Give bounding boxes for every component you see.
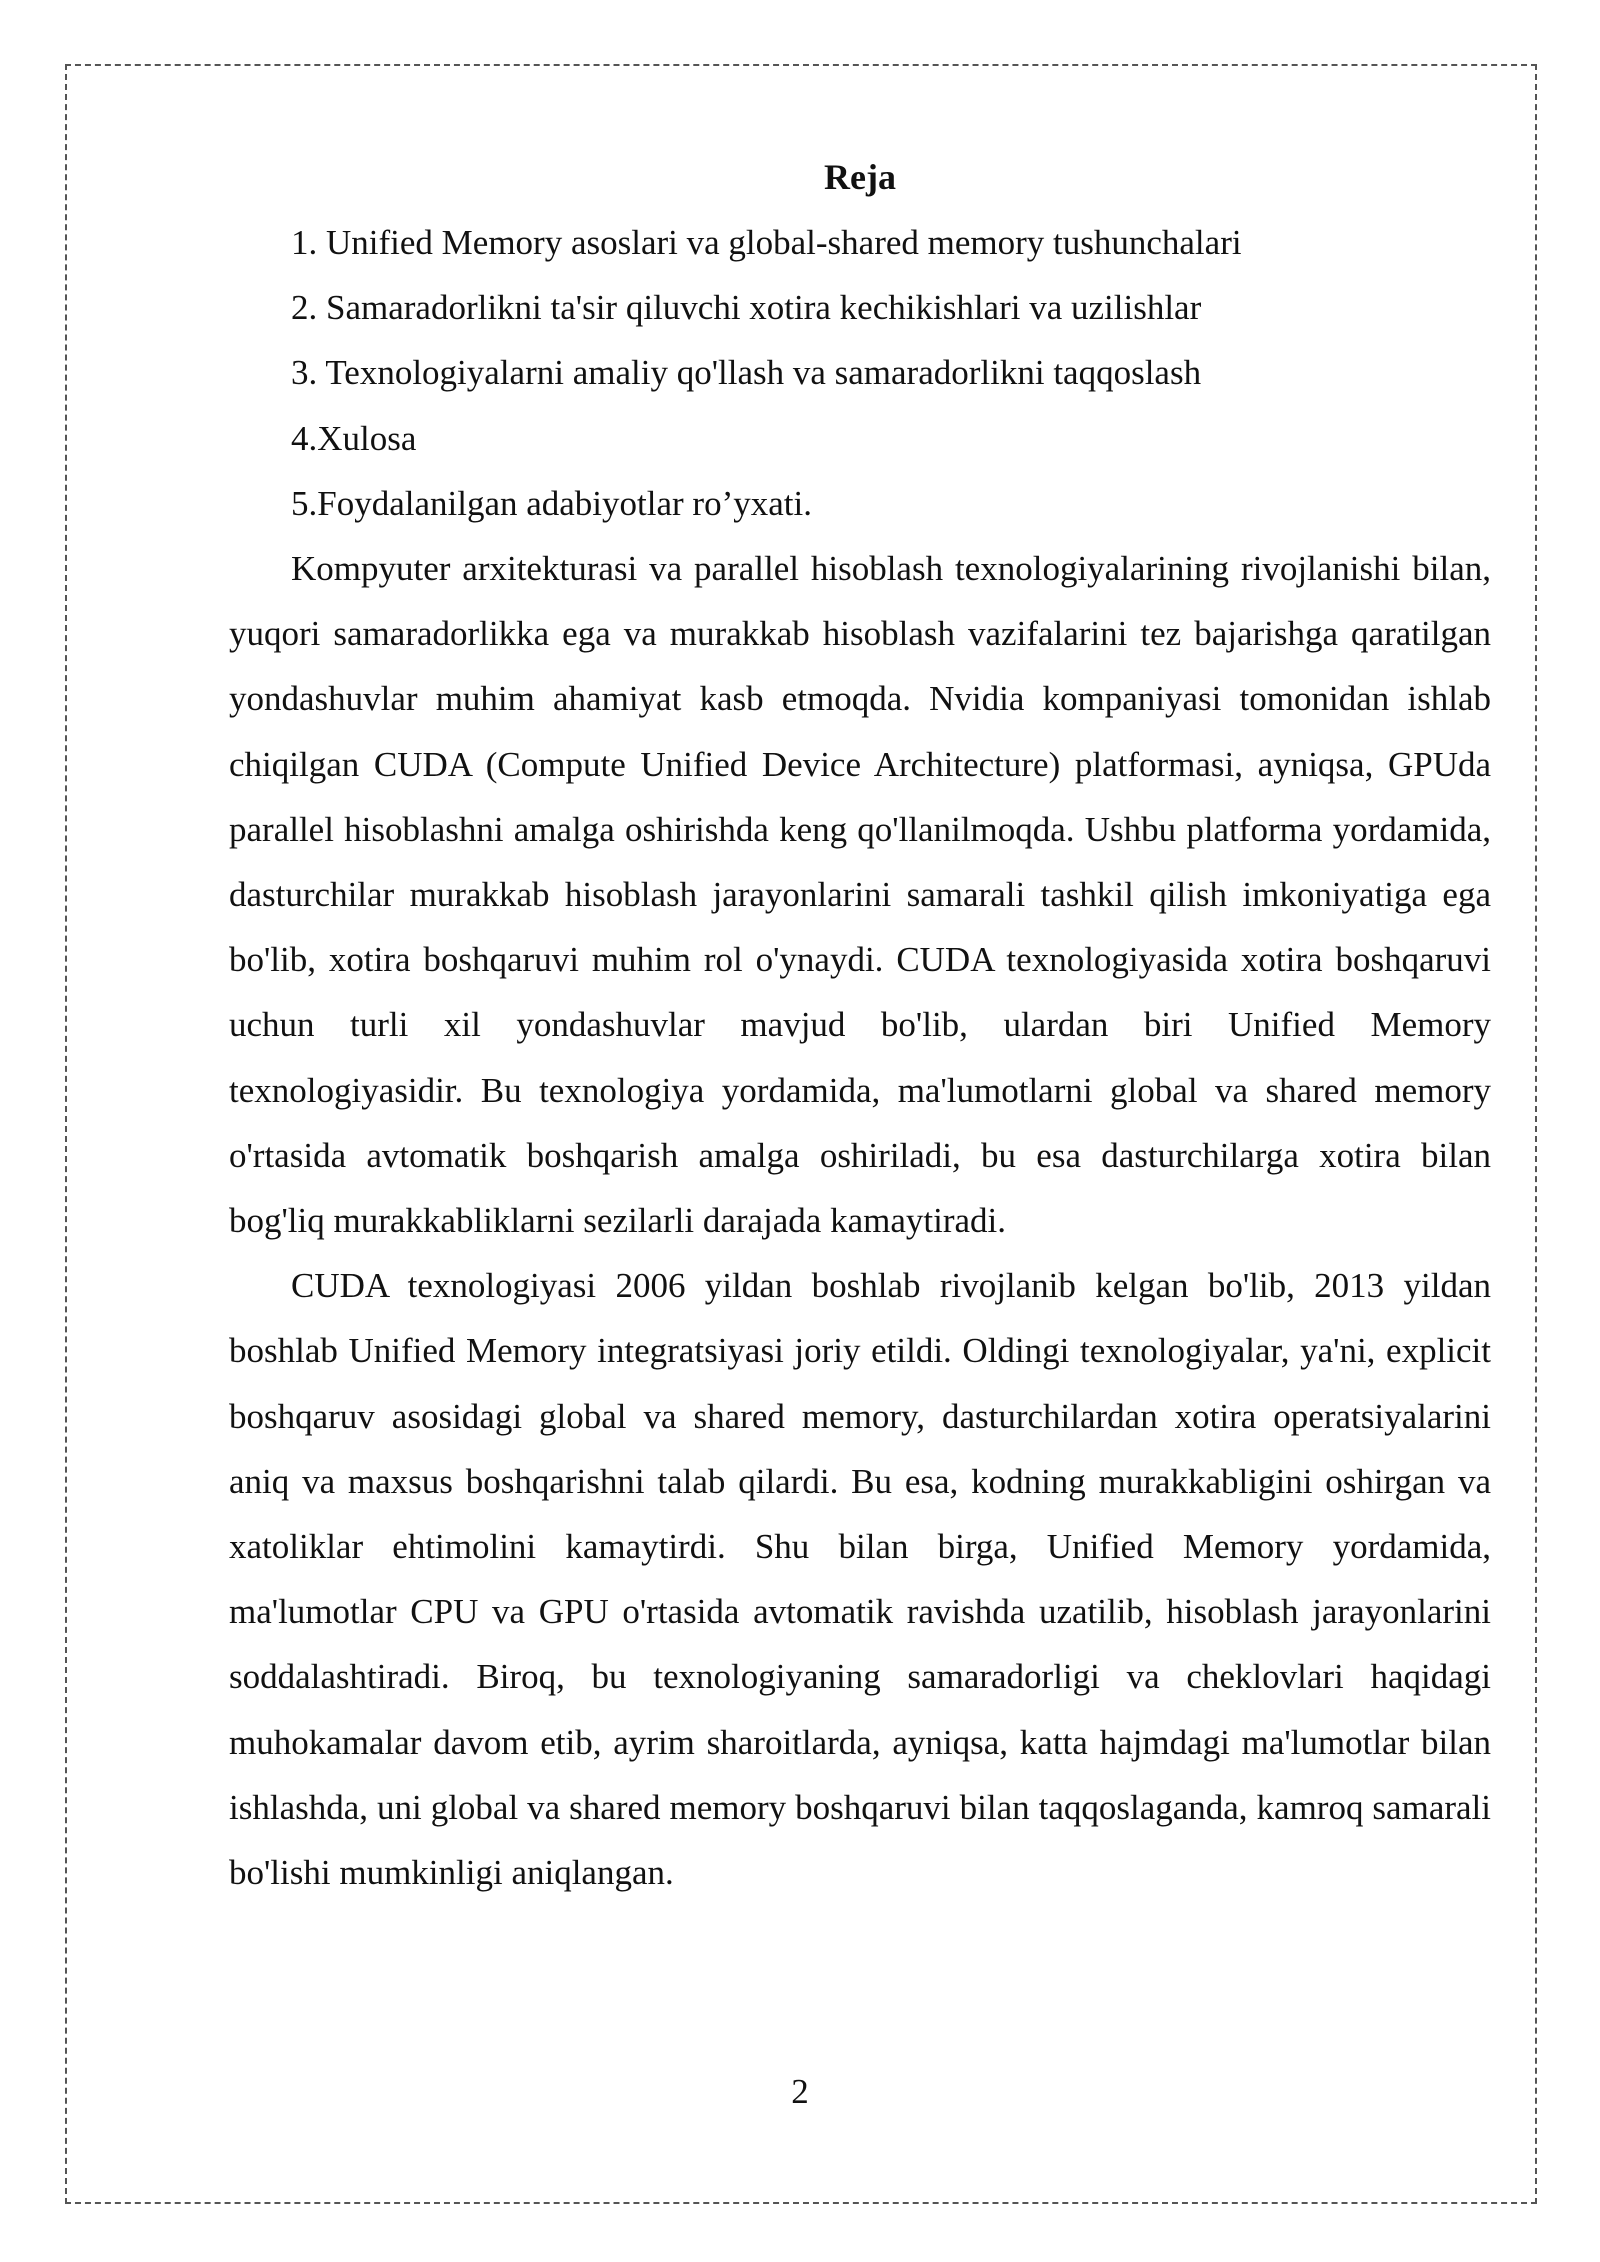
- paragraph-2: CUDA texnologiyasi 2006 yildan boshlab rivojlanib kelgan bo'lib, 2013 yildan boshlab Unified Memory integratsiyasi joriy etildi. Oldingi texnologiyalar, ya'ni, explicit boshqaruv asosidagi global va shared memory, dasturchilardan xotira operatsiyalarini aniq va maxsus boshqarishni talab qilardi. Bu esa, kodning murakkabligini oshirgan va xatoliklar ehtimolini kamaytirdi. Shu bilan birga, Unified Memory yordamida, ma'lumotlar CPU va GPU o'rtasida avtomatik ravishda uzatilib, hisoblash jarayonlarini soddalashtiradi. Biroq, bu texnologiyaning samaradorligi va cheklovlari haqidagi muhokamalar davom etib, ayrim sharoitlarda, ayniqsa, katta hajmdagi ma'lumotlar bilan ishlashda, uni global va shared memory boshqaruvi bilan taqqoslaganda, kamroq samarali bo'lishi mumkinligi aniqlangan.: [229, 1266, 1491, 1892]
- document-title: Reja: [824, 157, 896, 197]
- plan-item-5: 5.Foydalanilgan adabiyotlar ro’yxati.: [291, 483, 812, 523]
- document-body: [229, 145, 1491, 1905]
- paragraph-1: Kompyuter arxitekturasi va parallel hisoblash texnologiyalarining rivojlanishi bilan, yuqori samaradorlikka ega va murakkab hisoblash vazifalarini tez bajarishga qaratilgan yondashuvlar muhim ahamiyat kasb etmoqda. Nvidia kompaniyasi tomonidan ishlab chiqilgan CUDA (Compute Unified Device Architecture) platformasi, ayniqsa, GPUda parallel hisoblashni amalga oshirishda keng qo'llanilmoqda. Ushbu platforma yordamida, dasturchilar murakkab hisoblash jarayonlarini samarali tashkil qilish imkoniyatiga ega bo'lib, xotira boshqaruvi muhim rol o'ynaydi. CUDA texnologiyasida xotira boshqaruvi uchun turli xil yondashuvlar mavjud bo'lib, ulardan biri Unified Memory texnologiyasidir. Bu texnologiya yordamida, ma'lumotlarni global va shared memory o'rtasida avtomatik boshqarish amalga oshiriladi, bu esa dasturchilarga xotira bilan bog'liq murakkabliklarni sezilarli darajada kamaytiradi.: [229, 548, 1491, 1240]
- plan-item-1: 1. Unified Memory asoslari va global-shared memory tushunchalari: [291, 223, 1242, 262]
- plan-list: [229, 210, 1491, 536]
- plan-item-3: 3. Texnologiyalarni amaliy qo'llash va samaradorlikni taqqoslash: [291, 353, 1202, 393]
- plan-item-4: 4.Xulosa: [291, 418, 417, 458]
- page-number: 2: [791, 2072, 809, 2111]
- plan-item-2: 2. Samaradorlikni ta'sir qiluvchi xotira kechikishlari va uzilishlar: [291, 288, 1202, 328]
